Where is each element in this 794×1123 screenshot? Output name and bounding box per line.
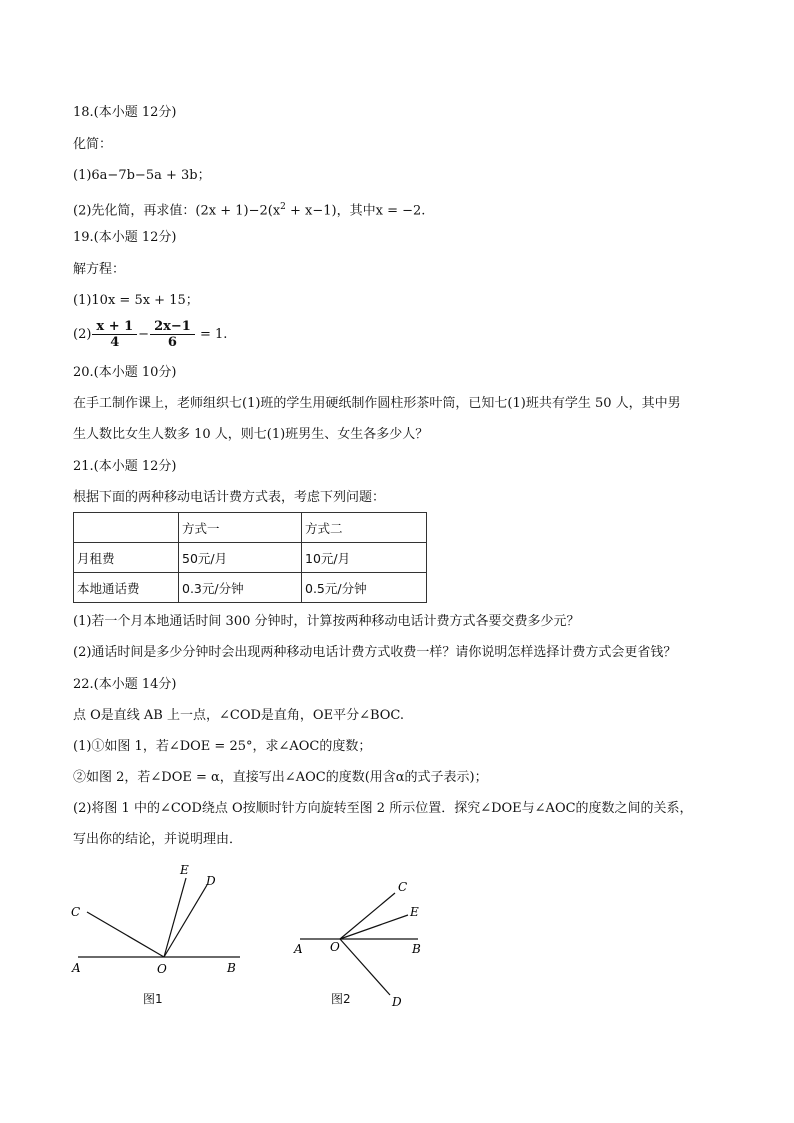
q22-part1a: (1)①如图 1，若∠DOE = 25°，求∠AOC的度数； xyxy=(73,739,372,754)
q18-header: 18.(本小题 12分) xyxy=(73,105,177,120)
table-header-row xyxy=(74,513,427,543)
q21-intro: 根据下面的两种移动电话计费方式表，考虑下列问题： xyxy=(73,490,386,505)
q21-part1: (1)若一个月本地通话时间 300 分钟时，计算按两种移动电话计费方式各要交费多少元？ xyxy=(73,614,580,629)
q20-text-line1: 在手工制作课上，老师组织七(1)班的学生用硬纸制作圆柱形茶叶筒，已知七(1)班共有学生 50 人，其中男 xyxy=(73,396,681,411)
ray-od xyxy=(340,939,390,995)
ray-oe xyxy=(340,915,408,939)
q20-text-line2: 生人数比女生人数多 10 人，则七(1)班男生、女生各多少人？ xyxy=(73,427,429,442)
table-header-plan-one: 方式一 xyxy=(179,513,302,543)
fraction-1 xyxy=(92,319,137,350)
table-header-plan-two: 方式二 xyxy=(302,513,427,543)
table-cell: 10元/月 xyxy=(302,543,427,573)
fraction-2-denominator: 6 xyxy=(167,335,177,350)
label-o: O xyxy=(330,940,340,954)
q18-part2-exponent: 2 xyxy=(280,202,286,212)
table-cell: 本地通话费 xyxy=(74,573,179,603)
q18-part1: (1)6a−7b−5a + 3b； xyxy=(73,168,211,183)
q21-header: 21.(本小题 12分) xyxy=(73,459,177,474)
fraction-1-numerator: x + 1 xyxy=(92,319,137,335)
q22-part2-line2: 写出你的结论，并说明理由． xyxy=(73,832,243,847)
label-c: C xyxy=(71,905,81,919)
label-e: E xyxy=(180,863,189,877)
label-b: B xyxy=(227,961,236,975)
label-c: C xyxy=(398,880,408,894)
q21-part2: (2)通话时间是多少分钟时会出现两种移动电话计费方式收费一样？请你说明怎样选择计费方式会更省钱？ xyxy=(73,645,677,660)
q22-part2-line1: (2)将图 1 中的∠COD绕点 O按顺时针方向旋转至图 2 所示位置．探究∠DOE与∠AOC的度数之间的关系， xyxy=(73,801,693,816)
ray-od xyxy=(164,885,207,957)
figure-2-caption: 图2 xyxy=(331,992,351,1006)
q18-instruction: 化简： xyxy=(73,137,113,152)
figure-2 xyxy=(288,872,438,1012)
table-cell xyxy=(74,513,179,543)
figure-1-caption: 图1 xyxy=(143,992,163,1006)
fraction-1-denominator: 4 xyxy=(110,335,120,350)
q18-part2-b: + x−1)，其中x = −2. xyxy=(285,203,426,219)
ray-oc xyxy=(87,912,164,957)
label-o: O xyxy=(157,962,167,976)
table-cell: 0.5元/分钟 xyxy=(302,573,427,603)
ray-oe xyxy=(164,878,186,957)
q19-part2 xyxy=(73,316,227,354)
label-d: D xyxy=(206,874,216,888)
minus-sign: − xyxy=(138,327,150,342)
fee-table xyxy=(73,512,427,603)
q22-header: 22.(本小题 14分) xyxy=(73,677,177,692)
label-d: D xyxy=(392,995,402,1009)
ray-oc xyxy=(340,893,395,939)
label-b: B xyxy=(412,942,421,956)
q22-part1b: ②如图 2，若∠DOE = α，直接写出∠AOC的度数(用含α的式子表示)； xyxy=(73,770,488,785)
table-cell: 50元/月 xyxy=(179,543,302,573)
fraction-2 xyxy=(150,319,195,350)
label-a: A xyxy=(294,942,303,956)
q19-header: 19.(本小题 12分) xyxy=(73,230,177,245)
q22-stem: 点 O是直线 AB 上一点，∠COD是直角，OE平分∠BOC. xyxy=(73,708,405,723)
table-cell: 0.3元/分钟 xyxy=(179,573,302,603)
table-row xyxy=(74,573,427,603)
table-row xyxy=(74,543,427,573)
figure-1 xyxy=(60,858,260,983)
q19-part2-prefix: (2) xyxy=(73,327,92,342)
q18-part2 xyxy=(73,198,425,220)
q18-part2-a: (2)先化简，再求值：(2x + 1)−2(x xyxy=(73,203,281,219)
q19-part2-suffix: = 1. xyxy=(195,327,228,342)
fraction-2-numerator: 2x−1 xyxy=(150,319,195,335)
table-cell: 月租费 xyxy=(74,543,179,573)
label-e: E xyxy=(410,905,419,919)
q20-header: 20.(本小题 10分) xyxy=(73,365,177,380)
label-a: A xyxy=(72,961,81,975)
q19-part1: (1)10x = 5x + 15； xyxy=(73,293,199,308)
q19-instruction: 解方程： xyxy=(73,262,126,277)
